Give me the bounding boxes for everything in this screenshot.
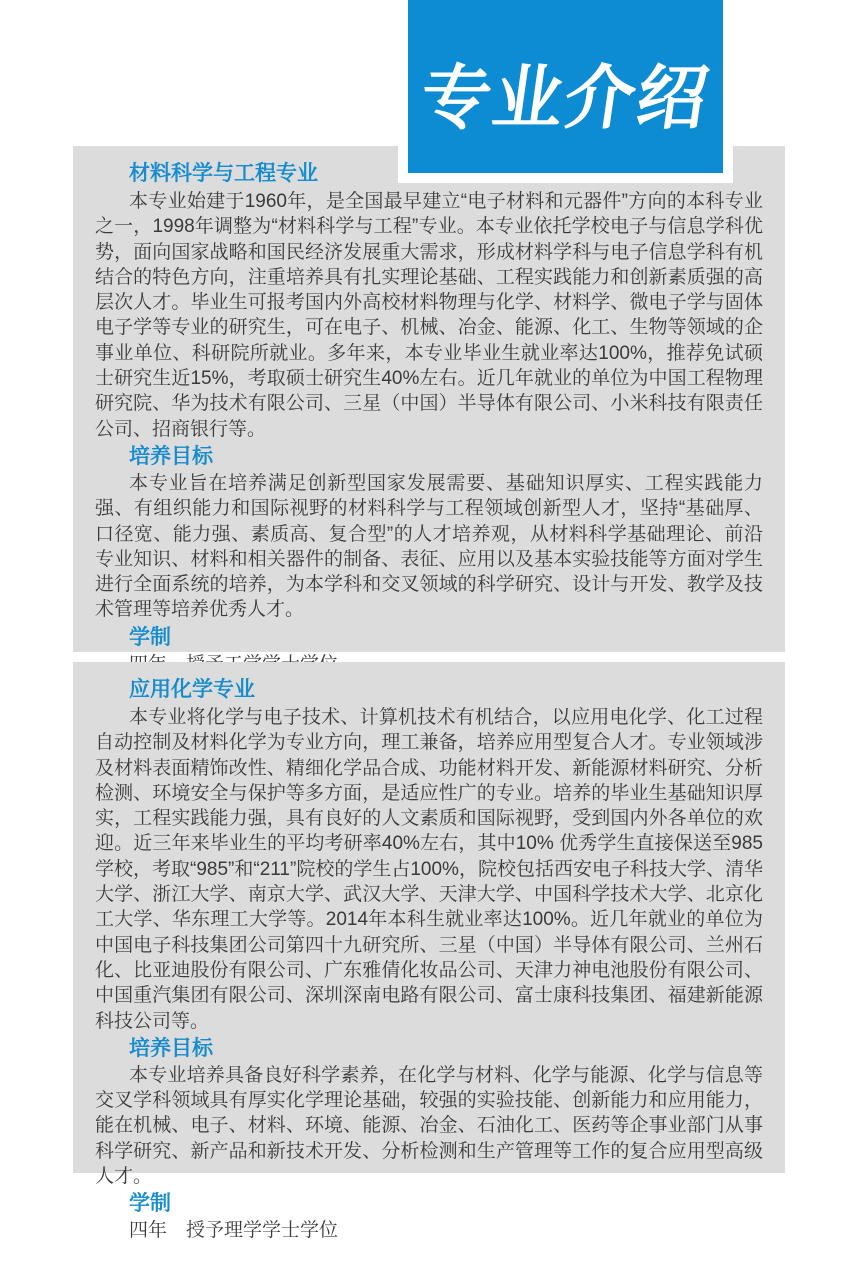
objectives-paragraph: 本专业旨在培养满足创新型国家发展需要、基础知识厚实、工程实践能力强、有组织能力和国际视野的材料科学与工程领域创新型人才，坚持“基础厚、口径宽、能力强、素质高、复合型”的人才培养观，从材料科学基础理论、前沿专业知识、材料和相关器件的制备、表征、应用以及基本实验技能等方面对学生进行全面系统的培养，为本学科和交叉领域的科学研究、设计与开发、教学及技术管理等培养优秀人才。 bbox=[95, 472, 763, 621]
duration-heading: 学制 bbox=[129, 625, 171, 649]
duration-heading: 学制 bbox=[129, 1192, 171, 1216]
page-title-banner-frame bbox=[398, 0, 733, 183]
objectives-heading: 培养目标 bbox=[129, 1036, 213, 1060]
duration-text: 四年 授予理学学士学位 bbox=[129, 1220, 339, 1242]
section-intro-paragraph: 本专业始建于1960年，是全国最早建立“电子材料和元器件”方向的本科专业之一，1998年调整为“材料科学与工程”专业。本专业依托学校电子与信息学科优势，面向国家战略和国民经济发展重大需求，形成材料学科与电子信息学科有机结合的特色方向，注重培养具有扎实理论基础、工程实践能力和创新素质强的高层次人才。毕业生可报考国内外高校材料物理与化学、材料学、微电子学与固体电子学等专业的研究生，可在电子、机械、冶金、能源、化工、生物等领域的企事业单位、科研院所就业。多年来，本专业毕业生就业率达100%，推荐免试硕士研究生近15%，考取硕士研究生40%左右。近几年就业的单位为中国工程物理研究院、华为技术有限公司、三星（中国）半导体有限公司、小米科技有限责任公司、招商银行等。 bbox=[95, 191, 763, 440]
section-title-applied-chemistry: 应用化学专业 bbox=[129, 678, 255, 701]
objectives-paragraph: 本专业培养具备良好科学素养，在化学与材料、化学与能源、化学与信息等交叉学科领域具有厚实化学理论基础，较强的实验技能、创新能力和应用能力，能在机械、电子、材料、环境、能源、冶金、石油化工、医药等企事业部门从事科学研究、新产品和新技术开发、分析检测和生产管理等工作的复合应用型高级人才。 bbox=[95, 1064, 763, 1188]
section-card-applied-chemistry bbox=[73, 662, 785, 1242]
section-card-materials bbox=[73, 146, 785, 652]
page-title-banner bbox=[408, 0, 723, 173]
page-title: 专业介绍 bbox=[415, 59, 715, 137]
section-title-materials: 材料科学与工程专业 bbox=[129, 162, 318, 185]
objectives-heading: 培养目标 bbox=[129, 444, 213, 468]
section-intro-paragraph: 本专业将化学与电子技术、计算机技术有机结合，以应用电化学、化工过程自动控制及材料化学为专业方向，理工兼备，培养应用型复合人才。专业领域涉及材料表面精饰改性、精细化学品合成、功能材料开发、新能源材料研究、分析检测、环境安全与保护等多方面，是适应性广的专业。培养的毕业生基础知识厚实，工程实践能力强，具有良好的人文素质和国际视野，受到国内外各单位的欢迎。近三年来毕业生的平均考研率40%左右，其中10% 优秀学生直接保送至985学校，考取“985”和“211”院校的学生占100%，院校包括西安电子科技大学、清华大学、浙江大学、南京大学、武汉大学、天津大学、中国科学技术大学、北京化工大学、华东理工大学等。2014年本科生就业率达100%。近几年就业的单位为中国电子科技集团公司第四十九研究所、三星（中国）半导体有限公司、兰州石化、比亚迪股份有限公司、广东雅倩化妆品公司、天津力神电池股份有限公司、中国重汽集团有限公司、深圳深南电路有限公司、富士康科技集团、福建新能源科技公司等。 bbox=[95, 707, 763, 1032]
